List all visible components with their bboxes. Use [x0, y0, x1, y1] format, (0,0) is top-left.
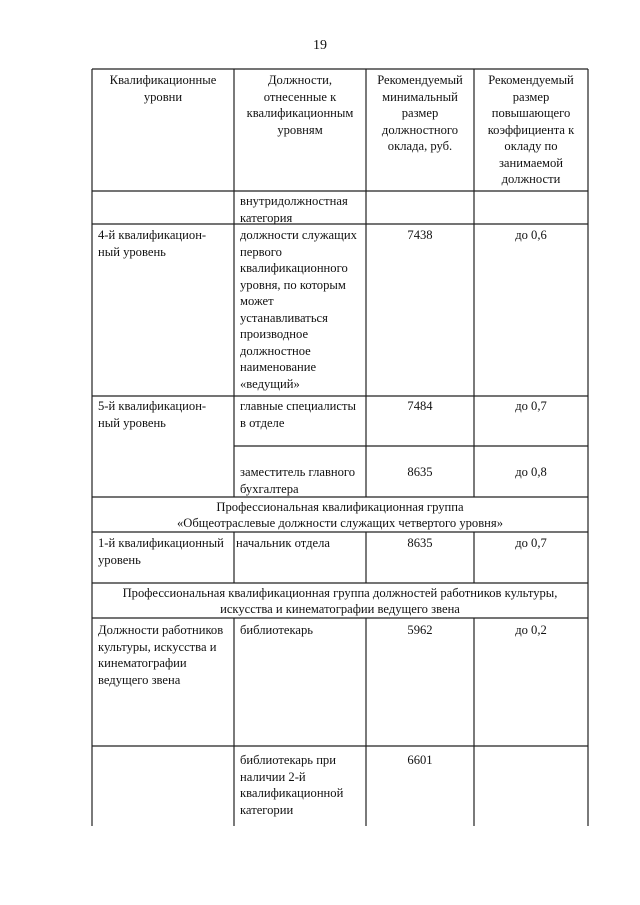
group-1-title	[92, 499, 588, 531]
group-2-title	[92, 585, 588, 617]
group-1-line-2: «Общеотраслевые должности служащих четвертого уровня»	[176, 516, 504, 530]
row-6-position: библиотекарь при наличии 2-й квалификационной категории	[240, 753, 344, 817]
row-1-position: должности служащих первого квалификационного уровня, по которым может устанавливаться производное должностное наименование «ведущий»	[240, 228, 357, 391]
header-qual-levels: Квалификационные уровни	[109, 73, 217, 104]
group-1-line-1: Профессиональная квалификационная группа	[216, 500, 464, 514]
row-4-position: начальник отдела	[236, 536, 330, 550]
row-2-coef: до 0,7	[515, 399, 547, 413]
row-2-position: главные специалисты в отделе	[240, 399, 356, 430]
row-4-coef: до 0,7	[515, 536, 547, 550]
row-5-level: Должности работников культуры, искусства и кинематографии ведущего звена	[98, 623, 224, 687]
row-1-coef: до 0,6	[515, 228, 547, 242]
row-2-salary: 7484	[407, 399, 433, 413]
row-3-coef: до 0,8	[515, 465, 547, 479]
row-4-level: 1-й квалификационный уровень	[98, 536, 224, 567]
row-3-salary: 8635	[407, 465, 433, 479]
header-min-salary: Рекомендуемый минимальный размер должностного оклада, руб.	[377, 73, 463, 153]
row-5-salary: 5962	[407, 623, 433, 637]
row-1-level: 4-й квалификацион-ный уровень	[98, 228, 207, 259]
row-0-position: внутридолжностная категория	[240, 194, 348, 225]
group-2-line-2: искусства и кинематографии ведущего звена	[220, 602, 460, 616]
row-6-salary: 6601	[407, 753, 433, 767]
group-2-line-1: Профессиональная квалификационная группа должностей работников культуры,	[122, 586, 558, 600]
header-coefficient: Рекомендуемый размер повышающего коэффициента к окладу по занимаемой должности	[487, 73, 575, 186]
row-5-position: библиотекарь	[240, 623, 314, 637]
page-number: 19	[313, 38, 327, 53]
row-5-coef: до 0,2	[515, 623, 547, 637]
row-2-level: 5-й квалификацион-ный уровень	[98, 399, 207, 430]
row-4-salary: 8635	[407, 536, 433, 550]
header-positions: Должности, отнесенные к квалификационным уровням	[246, 73, 354, 137]
row-3-position: заместитель главного бухгалтера	[240, 465, 356, 496]
row-1-salary: 7438	[407, 228, 433, 242]
